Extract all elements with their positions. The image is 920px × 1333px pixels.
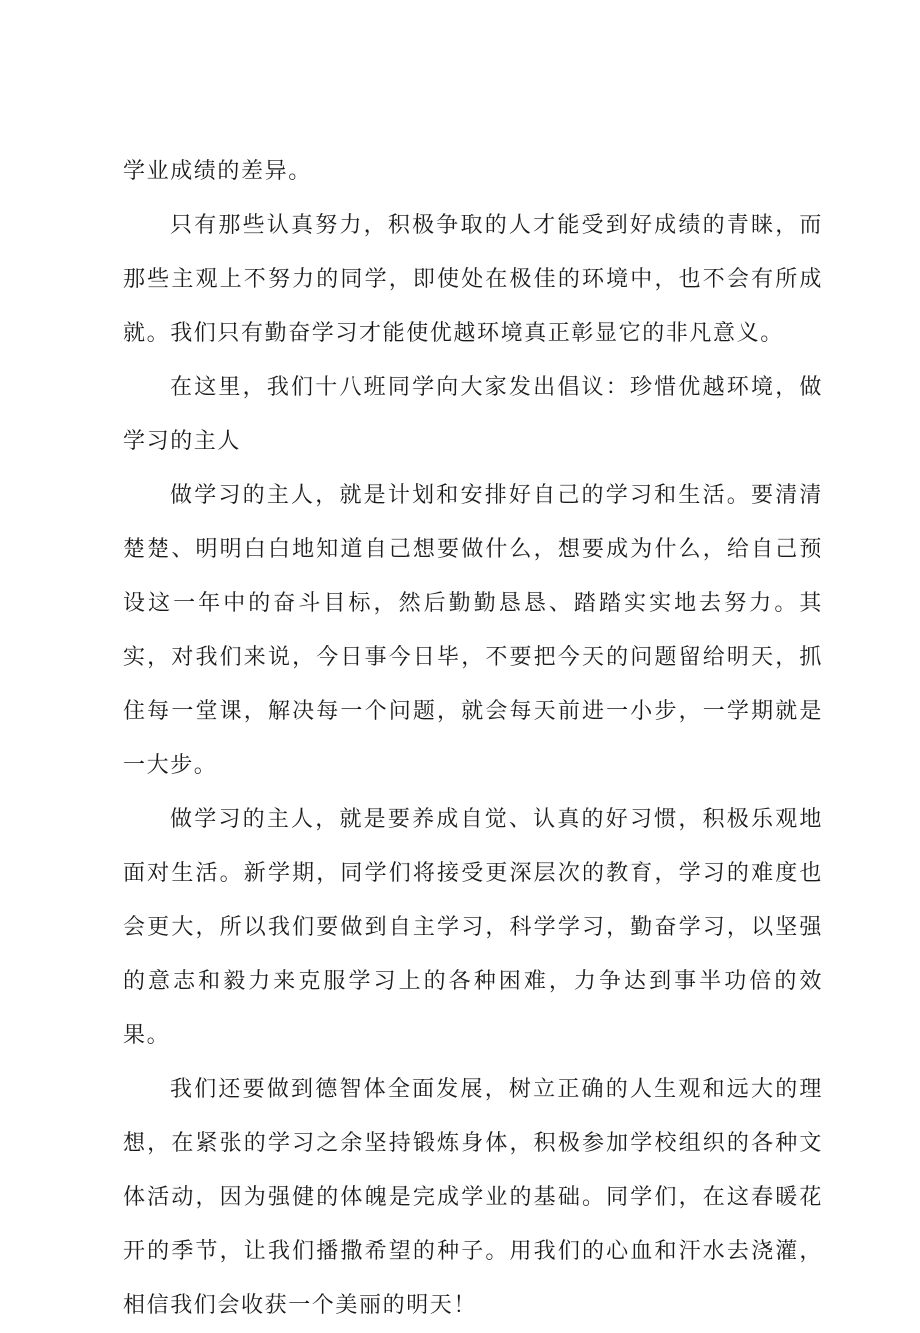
paragraph-5: 做学习的主人，就是要养成自觉、认真的好习惯，积极乐观地面对生活。新学期，同学们将接受更深层次的教育，学习的难度也会更大，所以我们要做到自主学习，科学学习，勤奋学习，以坚强的意志和毅力来克服学习上的各种困难，力争达到事半功倍的效果。 xyxy=(123,807,823,1048)
paragraph-6: 我们还要做到德智体全面发展，树立正确的人生观和远大的理想，在紧张的学习之余坚持锻炼身体，积极参加学校组织的各种文体活动，因为强健的体魄是完成学业的基础。同学们，在这春暖花开的季节，让我们播撒希望的种子。用我们的心血和汗水去浇灌，相信我们会收获一个美丽的明天！ xyxy=(123,1077,823,1318)
paragraph-4: 做学习的主人，就是计划和安排好自己的学习和生活。要清清楚楚、明明白白地知道自己想要做什么，想要成为什么，给自己预设这一年中的奋斗目标，然后勤勤恳恳、踏踏实实地去努力。其实，对我们来说，今日事今日毕，不要把今天的问题留给明天，抓住每一堂课，解决每一个问题，就会每天前进一小步，一学期就是一大步。 xyxy=(123,483,823,778)
document-body xyxy=(123,145,823,1333)
paragraph-1: 学业成绩的差异。 xyxy=(123,159,312,184)
paragraph-3: 在这里，我们十八班同学向大家发出倡议：珍惜优越环境，做学习的主人 xyxy=(123,375,823,454)
paragraph-2: 只有那些认真努力，积极争取的人才能受到好成绩的青睐，而那些主观上不努力的同学，即使处在极佳的环境中，也不会有所成就。我们只有勤奋学习才能使优越环境真正彰显它的非凡意义。 xyxy=(123,213,823,346)
